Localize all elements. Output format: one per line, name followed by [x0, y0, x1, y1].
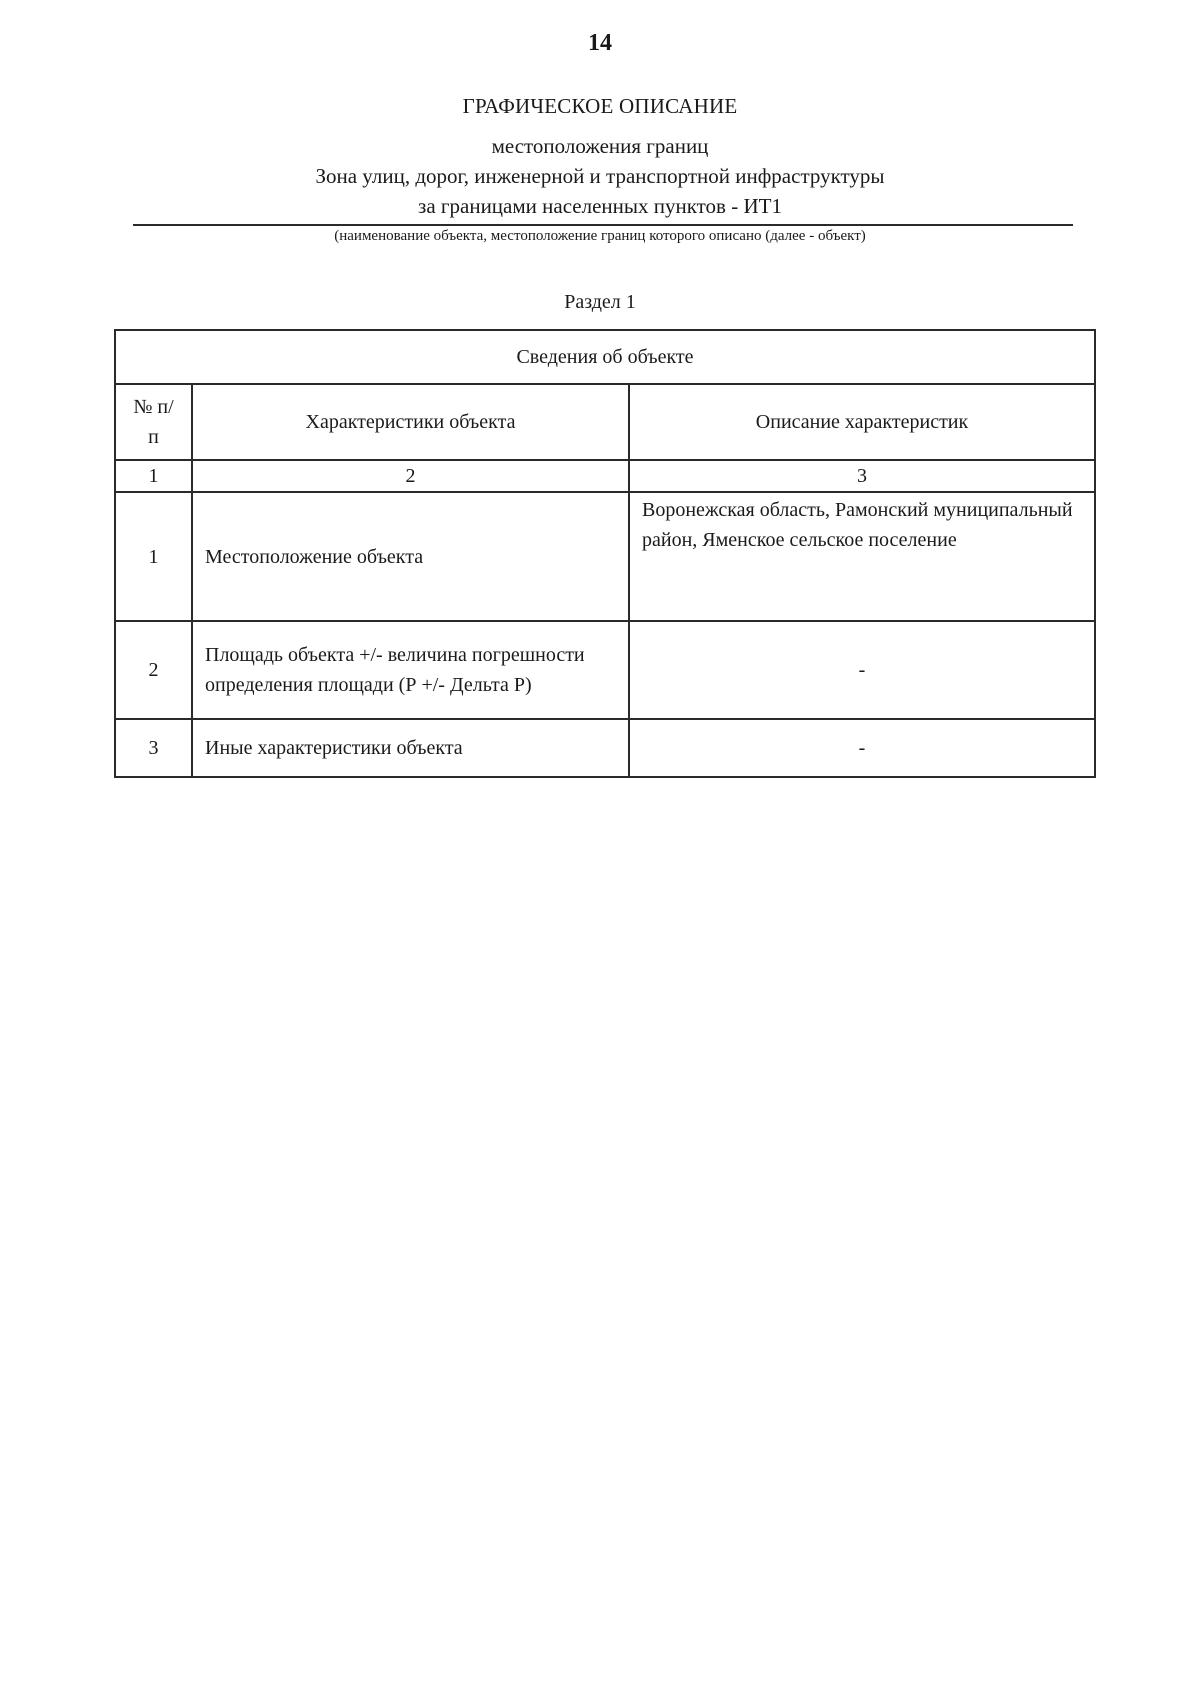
section-label: Раздел 1 [564, 291, 636, 313]
object-caption: (наименование объекта, местоположение границ которого описано (далее - объект) [334, 228, 866, 244]
column-number: 2 [192, 460, 629, 492]
title-underline [133, 224, 1073, 226]
row-description: Воронежская область, Рамонский муниципальный район, Яменское сельское поселение [629, 492, 1095, 621]
subtitle-line: местоположения границ [491, 134, 709, 158]
table-header-row [115, 384, 1095, 460]
subtitle-line: за границами населенных пунктов - ИТ1 [418, 194, 782, 218]
column-numbers-row [115, 460, 1095, 492]
document-title: ГРАФИЧЕСКОЕ ОПИСАНИЕ [462, 94, 738, 118]
row-characteristic: Иные характеристики объекта [192, 719, 629, 777]
page-number: 14 [588, 30, 612, 56]
object-subtitle [0, 131, 1200, 221]
table-row [115, 719, 1095, 777]
table-heading: Сведения об объекте [115, 330, 1095, 384]
row-characteristic: Местоположение объекта [192, 492, 629, 621]
row-characteristic: Площадь объекта +/- величина погрешности определения площади (Р +/- Дельта Р) [192, 621, 629, 719]
row-description: - [629, 621, 1095, 719]
row-number: 3 [115, 719, 192, 777]
row-number: 2 [115, 621, 192, 719]
column-header-characteristic: Характеристики объекта [192, 384, 629, 460]
table-row [115, 621, 1095, 719]
row-number: 1 [115, 492, 192, 621]
table-row [115, 492, 1095, 621]
subtitle-line: Зона улиц, дорог, инженерной и транспортной инфраструктуры [315, 164, 885, 188]
column-header-num: № п/п [115, 384, 192, 460]
column-header-description: Описание характеристик [629, 384, 1095, 460]
column-number: 1 [115, 460, 192, 492]
table-heading-row [115, 330, 1095, 384]
row-description: - [629, 719, 1095, 777]
object-info-table [114, 329, 1096, 778]
column-number: 3 [629, 460, 1095, 492]
